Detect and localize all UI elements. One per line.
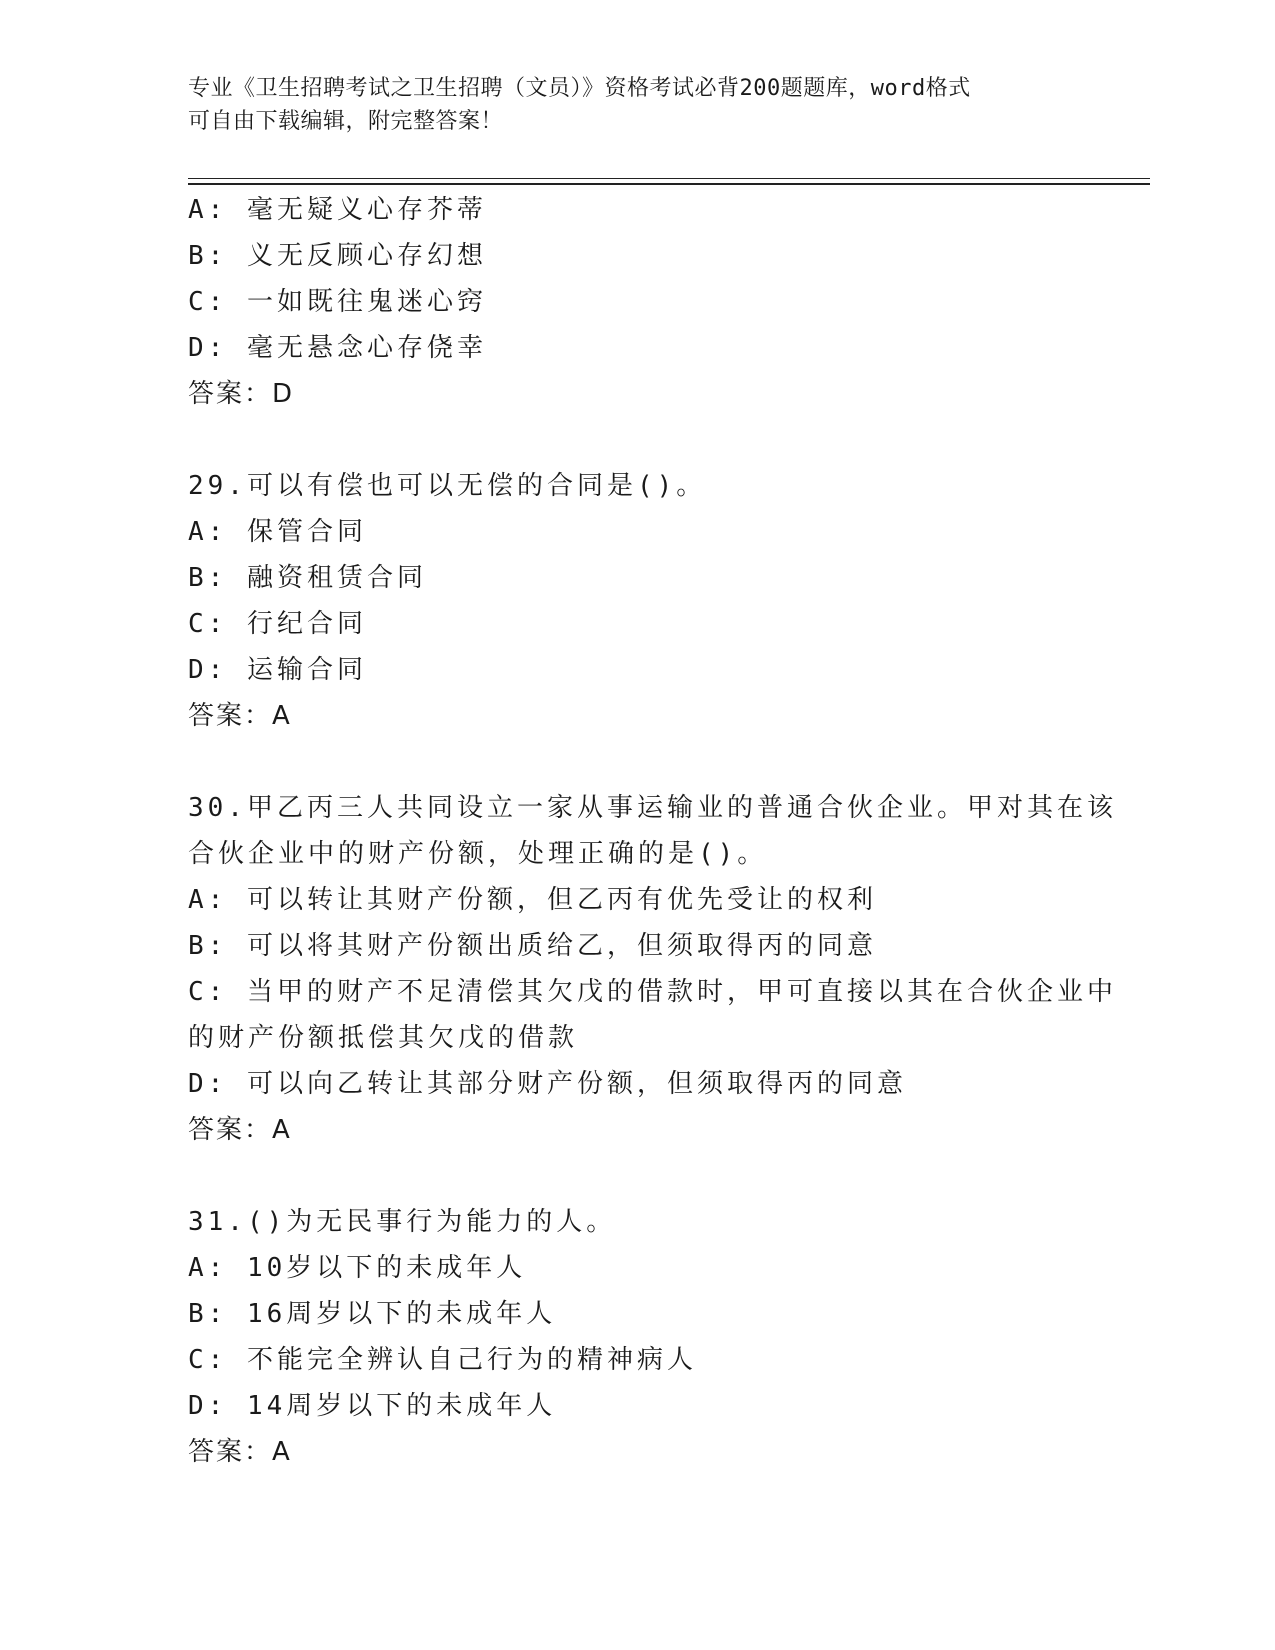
option-text: 毫无疑义心存芥蒂 bbox=[246, 195, 487, 225]
option-text: 毫无悬念心存侥幸 bbox=[246, 333, 487, 363]
option-d bbox=[188, 325, 1088, 371]
document-body bbox=[188, 187, 1117, 1475]
option-text: 14周岁以下的未成年人 bbox=[246, 1391, 557, 1421]
header-divider-thick bbox=[188, 183, 1150, 185]
question-31 bbox=[188, 1199, 1088, 1475]
option-text: 可以转让其财产份额，但乙丙有优先受让的权利 bbox=[246, 885, 877, 915]
option-label: D: bbox=[188, 1391, 228, 1421]
option-c bbox=[188, 601, 1088, 647]
option-text: 当甲的财产不足清偿其欠戊的借款时，甲可直接以其在合伙企业中 bbox=[246, 977, 1117, 1007]
option-label: B: bbox=[188, 563, 228, 593]
option-c bbox=[188, 969, 1117, 1015]
answer-line: 答案：A bbox=[188, 1437, 292, 1467]
header-title-line-1: 专业《卫生招聘考试之卫生招聘（文员）》资格考试必背200题题库，word格式 bbox=[188, 76, 971, 101]
option-d bbox=[188, 1383, 1088, 1429]
option-label: A: bbox=[188, 885, 228, 915]
option-label: A: bbox=[188, 517, 228, 547]
header-divider-thin bbox=[188, 178, 1150, 179]
option-label: B: bbox=[188, 931, 228, 961]
question-30 bbox=[188, 785, 1117, 1153]
option-text: 行纪合同 bbox=[246, 609, 367, 639]
option-label: B: bbox=[188, 241, 228, 271]
option-c bbox=[188, 279, 1088, 325]
option-label: D: bbox=[188, 333, 228, 363]
answer-line: 答案：D bbox=[188, 379, 295, 409]
option-label: C: bbox=[188, 1345, 228, 1375]
option-text: 可以将其财产份额出质给乙，但须取得丙的同意 bbox=[246, 931, 877, 961]
answer-line: 答案：A bbox=[188, 1115, 292, 1145]
option-label: B: bbox=[188, 1299, 228, 1329]
option-b bbox=[188, 233, 1088, 279]
page-header bbox=[188, 72, 1068, 138]
question-stem-line-2: 合伙企业中的财产份额，处理正确的是()。 bbox=[188, 839, 768, 869]
spacer bbox=[188, 739, 1088, 785]
option-a bbox=[188, 187, 1088, 233]
option-text: 可以向乙转让其部分财产份额，但须取得丙的同意 bbox=[246, 1069, 907, 1099]
option-text: 保管合同 bbox=[246, 517, 367, 547]
option-label: C: bbox=[188, 977, 228, 1007]
option-b bbox=[188, 923, 1088, 969]
option-text: 一如既往鬼迷心窍 bbox=[246, 287, 487, 317]
option-b bbox=[188, 1291, 1088, 1337]
option-c bbox=[188, 1337, 1088, 1383]
header-title-line-2: 可自由下载编辑，附完整答案！ bbox=[188, 109, 504, 134]
option-label: D: bbox=[188, 1069, 228, 1099]
option-b bbox=[188, 555, 1088, 601]
question-stem: 29.可以有偿也可以无偿的合同是()。 bbox=[188, 471, 707, 501]
option-text: 运输合同 bbox=[246, 655, 367, 685]
option-a bbox=[188, 1245, 1088, 1291]
option-text: 16周岁以下的未成年人 bbox=[246, 1299, 557, 1329]
option-label: A: bbox=[188, 195, 228, 225]
option-a bbox=[188, 877, 1088, 923]
question-stem: 31.()为无民事行为能力的人。 bbox=[188, 1207, 617, 1237]
option-text: 10岁以下的未成年人 bbox=[246, 1253, 527, 1283]
spacer bbox=[188, 417, 1088, 463]
spacer bbox=[188, 1153, 1088, 1199]
question-28-continued bbox=[188, 187, 1088, 417]
question-stem-line-1: 30.甲乙丙三人共同设立一家从事运输业的普通合伙企业。甲对其在该 bbox=[188, 793, 1117, 823]
option-text: 不能完全辨认自己行为的精神病人 bbox=[246, 1345, 697, 1375]
option-label: D: bbox=[188, 655, 228, 685]
question-29 bbox=[188, 463, 1088, 739]
option-a bbox=[188, 509, 1088, 555]
option-d bbox=[188, 647, 1088, 693]
option-d bbox=[188, 1061, 1088, 1107]
option-c-continued: 的财产份额抵偿其欠戊的借款 bbox=[188, 1023, 579, 1053]
option-label: C: bbox=[188, 609, 228, 639]
answer-line: 答案：A bbox=[188, 701, 292, 731]
option-text: 融资租赁合同 bbox=[246, 563, 427, 593]
option-label: C: bbox=[188, 287, 228, 317]
option-text: 义无反顾心存幻想 bbox=[246, 241, 487, 271]
option-label: A: bbox=[188, 1253, 228, 1283]
